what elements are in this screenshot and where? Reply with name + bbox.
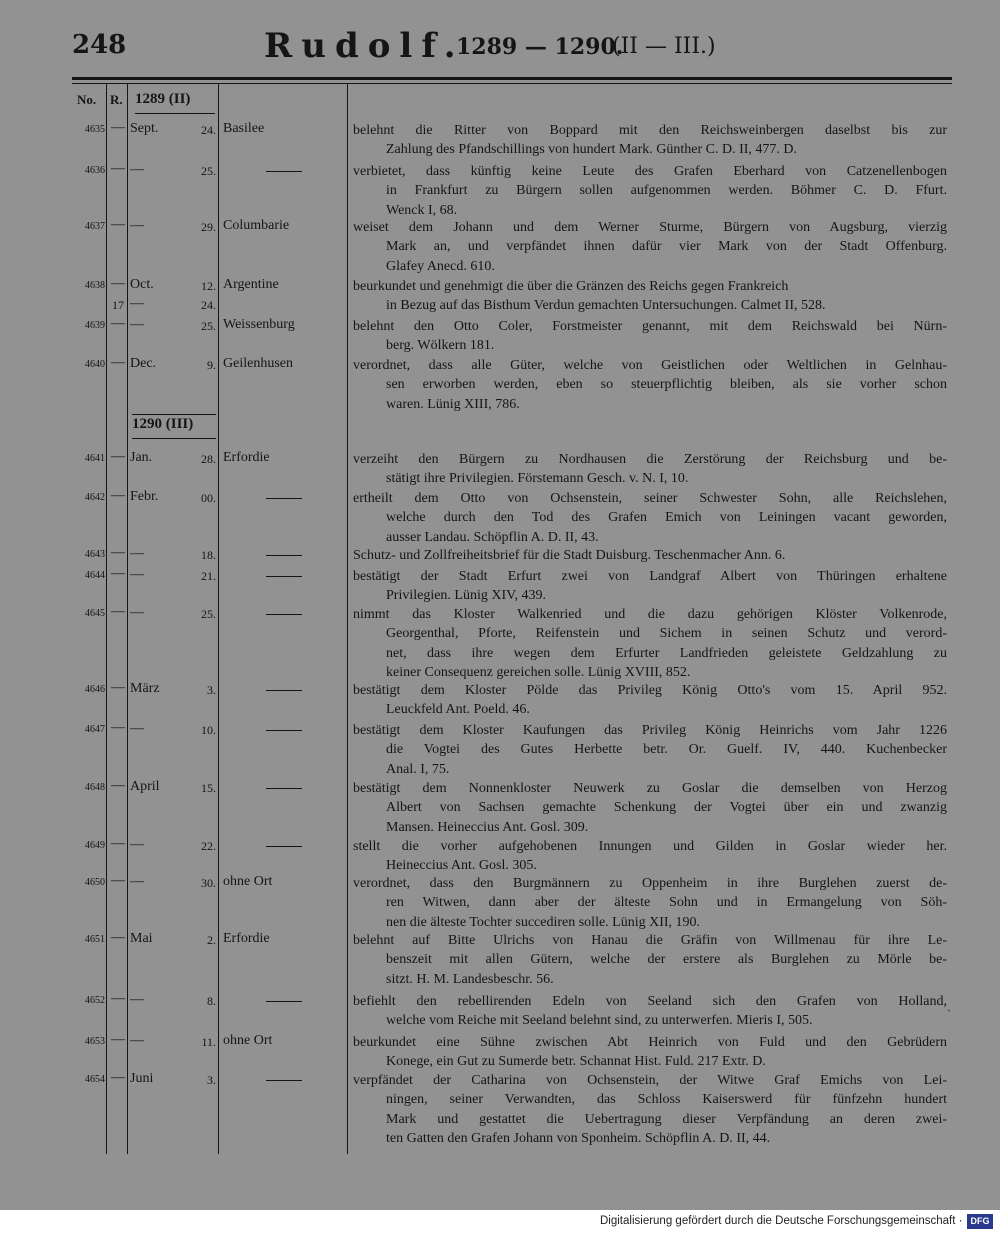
entry-text: [353, 121, 947, 160]
entry-text-line: in Frankfurt zu Bürgern sollen aufgenommen werden. Böhmer C. D. Ffurt.: [386, 183, 947, 199]
entry-text: [353, 837, 947, 876]
entry-place: Argentine: [223, 277, 279, 292]
entry-r-number: 17: [112, 298, 124, 312]
place-same-rule: [266, 498, 302, 499]
entry-text: [353, 218, 947, 276]
entry-number: 4646: [85, 684, 105, 695]
entry-dash: —: [111, 276, 125, 291]
entry-text: [353, 931, 947, 989]
entry-text-line: nimmt das Kloster Walkenried und die dazu gehörigen Klöster Volkenrode,: [353, 607, 947, 622]
entry-month: —: [130, 317, 144, 332]
entry-text-line: Wenck I, 68.: [386, 202, 458, 218]
entry-text: [353, 162, 947, 220]
entry-text-line: berg. Wölkern 181.: [386, 338, 495, 354]
entry-dash: —: [111, 778, 125, 793]
entry-text-line: verpfändet der Catharina von Ochsenstein, der Witwe Graf Emichs von Lei-: [353, 1073, 947, 1088]
entry-month: Sept.: [130, 121, 159, 136]
entry-day: 00.: [201, 491, 216, 505]
entry-dash: —: [111, 161, 125, 176]
entry-text-line: benszeit mit allen Gütern, welche der erstere als Burglehen zu Mörle be-: [386, 952, 947, 968]
entry-text-line: die Vogtei des Gutes Herbette betr. Or. Guelf. IV, 440. Kuchenbecker: [386, 742, 947, 758]
entry-dash: —: [111, 604, 125, 619]
entry-number: 4651: [85, 934, 105, 945]
entry-dash: —: [111, 836, 125, 851]
entry-text-line: bestätigt dem Kloster Pölde das Privileg König Otto's vom 15. April 952.: [353, 683, 947, 698]
entry-text-line: ren Witwen, dann aber der älteste Sohn und in Ermangelung von Söh-: [386, 895, 947, 911]
entry-day: 25.: [201, 319, 216, 333]
entry-text-line: nen die älteste Tochter succediren solle. Lünig XII, 190.: [386, 914, 701, 930]
entry-day: 22.: [201, 839, 216, 853]
entry-text-line: Mansen. Heineccius Ant. Gosl. 309.: [386, 819, 589, 835]
entry-number: 4643: [85, 549, 105, 560]
entry-number: 4636: [85, 165, 105, 176]
entry-month: Juni: [130, 1071, 154, 1086]
entry-text: [353, 296, 947, 315]
entry-number: 4648: [85, 782, 105, 793]
entry-text: [353, 992, 947, 1031]
entry-text-line: sen erworben werden, eben so steuerpflichtig bleiben, als sie vorher schon: [386, 377, 947, 393]
entry-month: —: [130, 992, 144, 1007]
entry-place: Geilenhusen: [223, 356, 293, 371]
entry-dash: —: [111, 120, 125, 135]
entry-day: 28.: [201, 452, 216, 466]
place-same-rule: [266, 690, 302, 691]
entry-text-line: Zahlung des Pfandschillings von hundert Mark. Günther C. D. II, 477. D.: [386, 142, 797, 158]
entry-day: 25.: [201, 607, 216, 621]
entry-month: —: [130, 567, 144, 582]
entry-month: April: [130, 779, 160, 794]
place-same-rule: [266, 171, 302, 172]
entry-number: 4635: [85, 124, 105, 135]
entry-number: 4640: [85, 359, 105, 370]
funding-notice: Digitalisierung gefördert durch die Deutsche Forschungsgemeinschaft ·: [600, 1215, 963, 1227]
entry-text: [353, 546, 947, 565]
entry-text-line: ningen, seiner Verwandten, das Schloss Kaiserswerd für fünfzehn hundert: [386, 1092, 947, 1108]
entry-text-line: verbietet, dass künftig keine Leute des Grafen Eberhard von Catzenellenbogen: [353, 164, 947, 179]
entry-text-line: Privilegien. Lünig XIV, 439.: [386, 588, 546, 604]
place-same-rule: [266, 576, 302, 577]
place-same-rule: [266, 846, 302, 847]
entry-text-line: beurkundet eine Sühne zwischen Abt Heinrich von Fuld und den Gebrüdern: [353, 1035, 947, 1050]
entry-text-line: belehnt auf Bitte Ulrichs von Hanau die Gräfin von Willmenau für ihre Le-: [353, 933, 947, 948]
entry-text-line: stellt die vorher aufgehobenen Innungen und Gilden in Goslar wieder her.: [353, 839, 947, 854]
entry-text-line: waren. Lünig XIII, 786.: [386, 396, 520, 412]
entry-text-line: sitzt. H. M. Landesbeschr. 56.: [386, 971, 554, 987]
entry-dash: —: [111, 873, 125, 888]
entry-dash: —: [111, 217, 125, 232]
entry-number: 4642: [85, 492, 105, 503]
entry-day: 15.: [201, 781, 216, 795]
entry-text-line: befiehlt den rebellirenden Edeln von Seeland sich den Grafen von Holland,: [353, 994, 947, 1009]
entry-text-line: bestätigt dem Nonnenkloster Neuwerk zu Goslar die demselben von Herzog: [353, 781, 947, 796]
entry-text-line: stätigt ihre Privilegien. Förstemann Gesch. v. N. I, 10.: [386, 471, 689, 487]
entry-number: 4644: [85, 570, 105, 581]
header-rule-thin: [72, 83, 952, 84]
ruler-name: Rudolf.: [264, 26, 465, 66]
entry-month: —: [130, 837, 144, 852]
entry-month: —: [130, 162, 144, 177]
entry-text-line: Glafey Anecd. 610.: [386, 258, 495, 274]
entry-day: 11.: [201, 1035, 216, 1049]
entry-number: 4638: [85, 280, 105, 291]
entry-dash: —: [111, 930, 125, 945]
entry-number: 4654: [85, 1074, 105, 1085]
entry-dash: —: [111, 488, 125, 503]
entry-text-line: belehnt die Ritter von Boppard mit den Reichsweinbergen daselbst bis zur: [353, 123, 947, 138]
entry-dash: —: [111, 720, 125, 735]
entry-dash: —: [111, 1070, 125, 1085]
year-range: 1289 — 1290.: [456, 34, 624, 60]
column-header-r: R.: [110, 92, 123, 107]
entry-place: Erfordie: [223, 450, 270, 465]
entry-month: —: [130, 1033, 144, 1048]
entry-number: 4649: [85, 840, 105, 851]
entry-text-line: Mark und gestattet die Uebertragung dieser Verpfändung an deren zwei-: [386, 1111, 947, 1127]
entry-place: Columbarie: [223, 218, 290, 233]
entry-text: [353, 356, 947, 414]
entry-day: 30.: [201, 876, 216, 890]
entry-text-line: belehnt den Otto Coler, Forstmeister genannt, mit dem Reichswald bei Nürn-: [353, 319, 947, 334]
entry-dash: —: [111, 991, 125, 1006]
entry-day: 3.: [207, 1073, 216, 1087]
entry-month: —: [130, 605, 144, 620]
column-divider: [106, 84, 107, 1154]
entry-text-line: Konege, ein Gut zu Sumerde betr. Schannat Hist. Fuld. 217 Extr. D.: [386, 1054, 766, 1070]
entry-text-line: Schutz- und Zollfreiheitsbrief für die Stadt Duisburg. Teschenmacher Ann. 6.: [353, 548, 786, 563]
entry-text-line: ertheilt dem Otto von Ochsenstein, seiner Schwester Sohn, alle Reichslehen,: [353, 491, 947, 506]
entry-dash: —: [111, 449, 125, 464]
entry-text-line: Heineccius Ant. Gosl. 305.: [386, 858, 537, 874]
entry-text-line: verordnet, dass alle Güter, welche von Geistlichen oder Weltlichen in Gelnhau-: [353, 358, 947, 373]
entry-text-line: verzeiht den Bürgern zu Nordhausen die Zerstörung der Reichsburg und be-: [353, 452, 947, 467]
entry-text: [353, 779, 947, 837]
entry-text: [353, 874, 947, 932]
entry-place: Basilee: [223, 121, 265, 136]
entry-text-line: verordnet, dass den Burgmännern zu Oppenheim in ihre Burglehen zuerst de-: [353, 876, 947, 891]
entry-text: [353, 1033, 947, 1072]
entry-number: 4652: [85, 995, 105, 1006]
entry-text-line: ten Gatten den Grafen Johann von Sponheim. Schöpflin A. D. II, 44.: [386, 1131, 771, 1147]
place-same-rule: [266, 1001, 302, 1002]
entry-text-line: Anal. I, 75.: [386, 761, 450, 777]
entry-text-line: net, dass ihre wegen dem Erfurter Landfrieden geleistete Geldzahlung zu: [386, 645, 947, 661]
entry-text: [353, 605, 947, 683]
entry-text: [353, 1071, 947, 1149]
entry-text-line: ausser Landau. Schöpflin A. D. II, 43.: [386, 529, 599, 545]
entry-dash: —: [111, 1032, 125, 1047]
entry-day: 2.: [207, 933, 216, 947]
entry-month: Mai: [130, 931, 153, 946]
entry-text-line: in Bezug auf das Bisthum Verdun gemachten Untersuchungen. Calmet II, 528.: [386, 298, 826, 313]
entry-text-line: weiset dem Johann und dem Werner Sturme, Bürgern von Augsburg, vierzig: [353, 220, 947, 235]
entry-place: ohne Ort: [223, 1033, 273, 1048]
entry-dash: —: [111, 680, 125, 695]
header-rule-thick: [72, 77, 952, 80]
entry-text-line: Georgenthal, Pforte, Reifenstein und Sichem in seinen Schutz und verord-: [386, 626, 947, 642]
entry-number: 4641: [85, 453, 105, 464]
entry-number: 4647: [85, 724, 105, 735]
entry-month: Jan.: [130, 450, 153, 465]
entry-day: 8.: [207, 994, 216, 1008]
year-header: 1289 (II): [135, 91, 215, 108]
entry-dash: —: [111, 355, 125, 370]
place-same-rule: [266, 730, 302, 731]
entry-month: —: [130, 721, 144, 736]
entry-day: 9.: [207, 358, 216, 372]
reign-years: (II — III.): [612, 34, 716, 59]
margin-mark: ˎ: [947, 998, 951, 1012]
entry-number: 4653: [85, 1036, 105, 1047]
entry-day: 18.: [201, 548, 216, 562]
entry-day: 3.: [207, 683, 216, 697]
entry-text: [353, 567, 947, 606]
entry-month: März: [130, 681, 160, 696]
entry-text: [353, 450, 947, 489]
entry-number: 4639: [85, 320, 105, 331]
entry-text-line: Leuckfeld Ant. Poeld. 46.: [386, 702, 530, 718]
entry-day: 10.: [201, 723, 216, 737]
entry-month: Dec.: [130, 356, 157, 371]
entry-place: ohne Ort: [223, 874, 273, 889]
entry-place: Weissenburg: [223, 317, 295, 332]
entry-month: —: [130, 218, 144, 233]
entry-text: [353, 277, 947, 296]
entry-number: 4650: [85, 877, 105, 888]
entry-month: Oct.: [130, 277, 154, 292]
entry-day: 21.: [201, 569, 216, 583]
entry-text-line: welche durch den Tod des Grafen Emich von Leiningen vacant geworden,: [386, 510, 947, 526]
entry-dash: —: [111, 316, 125, 331]
place-same-rule: [266, 614, 302, 615]
entry-text-line: beurkundet und genehmigt die über die Gränzen des Reichs gegen Frankreich: [353, 279, 789, 294]
entry-text: [353, 721, 947, 779]
entry-text-line: keiner Consequenz gereichen solle. Lünig XVIII, 852.: [386, 665, 691, 681]
entry-text-line: bestätigt der Stadt Erfurt zwei von Landgraf Albert von Thüringen erhaltene: [353, 569, 947, 584]
year-header: 1290 (III): [132, 416, 216, 433]
entry-text: [353, 681, 947, 720]
place-same-rule: [266, 555, 302, 556]
entry-text-line: Mark an, und verpfändet ihnen dafür vier Mark von der Stadt Offenburg.: [386, 239, 947, 255]
entry-day: 12.: [201, 279, 216, 293]
place-same-rule: [266, 1080, 302, 1081]
entry-month: Febr.: [130, 489, 159, 504]
entry-text-line: welche vom Reiche mit Seeland belehnt sind, zu unterwerfen. Mieris I, 505.: [386, 1013, 813, 1029]
dfg-logo: DFG: [967, 1214, 993, 1229]
entry-text-line: bestätigt dem Kloster Kaufungen das Privileg König Heinrichs vom Jahr 1226: [353, 723, 947, 738]
page-number: 248: [72, 30, 127, 60]
entry-dash: —: [111, 566, 125, 581]
entry-day: 24.: [201, 298, 216, 312]
entry-number: 4637: [85, 221, 105, 232]
entry-dash: —: [111, 545, 125, 560]
entry-text-line: Albert von Sachsen gemachte Schenkung der Vogtei über ein und zwanzig: [386, 800, 947, 816]
column-divider: [127, 84, 128, 1154]
column-divider: [347, 84, 348, 1154]
entry-day: 29.: [201, 220, 216, 234]
place-same-rule: [266, 788, 302, 789]
entry-day: 24.: [201, 123, 216, 137]
column-header-no: No.: [77, 92, 97, 107]
entry-month: —: [130, 874, 144, 889]
entry-month: —: [130, 546, 144, 561]
entry-place: Erfordie: [223, 931, 270, 946]
column-divider: [218, 84, 219, 1154]
entry-month: —: [130, 296, 144, 311]
entry-text: [353, 489, 947, 547]
entry-number: 4645: [85, 608, 105, 619]
entry-day: 25.: [201, 164, 216, 178]
entry-text: [353, 317, 947, 356]
